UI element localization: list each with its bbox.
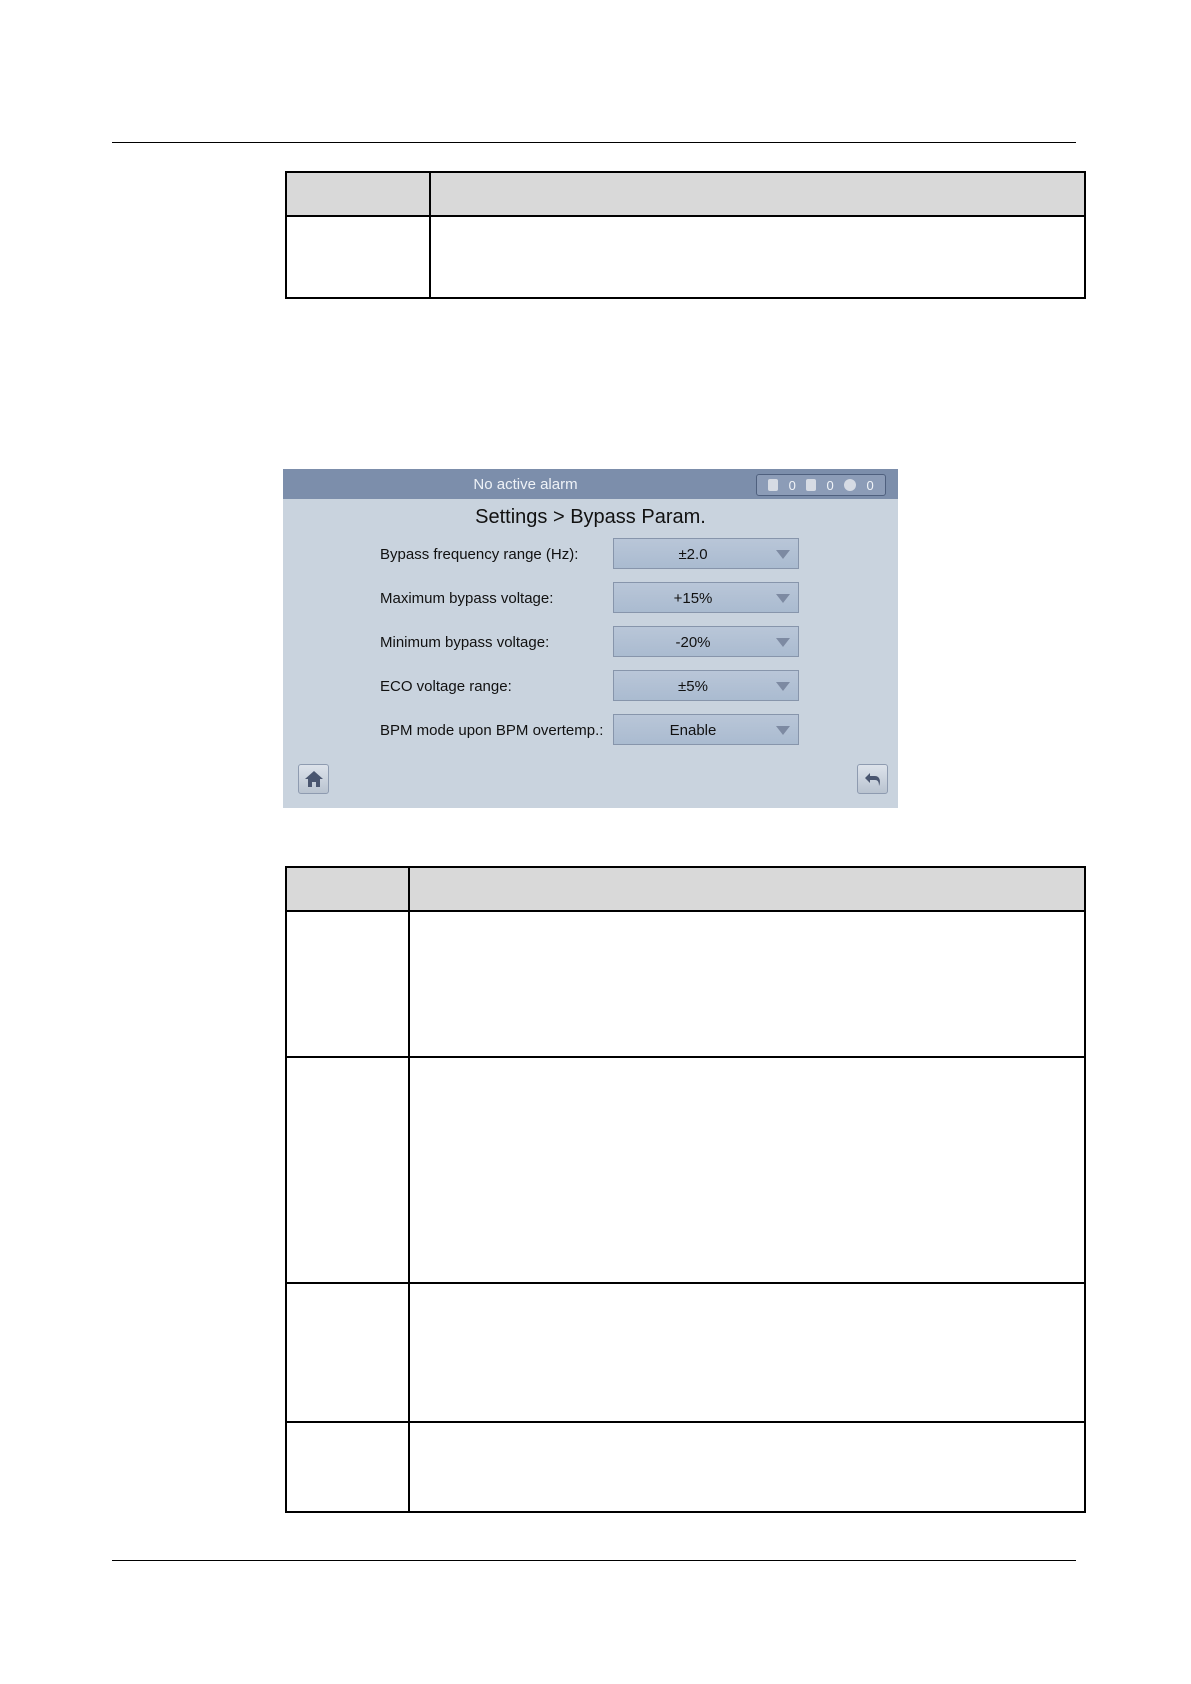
table-header-row (286, 172, 1085, 216)
power-icon (844, 479, 856, 491)
thermometer-icon (768, 479, 778, 491)
header-rule (112, 142, 1076, 143)
back-button[interactable] (857, 764, 888, 794)
setting-label: Minimum bypass voltage: (380, 634, 550, 651)
dropdown-value: -20% (675, 634, 711, 651)
home-icon (304, 770, 324, 788)
table-row (286, 911, 1085, 1057)
table-row (286, 216, 1085, 298)
footer-rule (112, 1560, 1076, 1561)
setting-label: ECO voltage range: (380, 678, 512, 695)
table-row (286, 1057, 1085, 1283)
bypass-param-screen (283, 469, 898, 808)
table-header-row (286, 867, 1085, 911)
counter-value: 0 (788, 477, 796, 493)
bottom-table (285, 866, 1086, 1513)
counter-value: 0 (866, 477, 874, 493)
battery-icon (806, 479, 816, 491)
min-bypass-voltage-dropdown[interactable] (613, 626, 799, 657)
max-bypass-voltage-dropdown[interactable] (613, 582, 799, 613)
eco-voltage-range-dropdown[interactable] (613, 670, 799, 701)
dropdown-value: +15% (673, 590, 713, 607)
table-row (286, 1283, 1085, 1422)
status-bar (283, 469, 898, 499)
chevron-down-icon (776, 682, 790, 691)
dropdown-value: Enable (669, 722, 717, 739)
chevron-down-icon (776, 638, 790, 647)
chevron-down-icon (776, 550, 790, 559)
bpm-mode-dropdown[interactable] (613, 714, 799, 745)
setting-label: Bypass frequency range (Hz): (380, 546, 579, 563)
setting-label: BPM mode upon BPM overtemp.: (380, 722, 604, 739)
back-arrow-icon (863, 770, 883, 788)
bypass-frequency-dropdown[interactable] (613, 538, 799, 569)
dropdown-value: ±5% (678, 678, 708, 695)
home-button[interactable] (298, 764, 329, 794)
top-table (285, 171, 1086, 299)
dropdown-value: ±2.0 (678, 546, 708, 563)
page-title: Settings > Bypass Param. (475, 506, 706, 528)
alarm-status-text: No active alarm (473, 476, 578, 493)
table-row (286, 1422, 1085, 1512)
alarm-counters[interactable] (756, 474, 886, 496)
chevron-down-icon (776, 726, 790, 735)
counter-value: 0 (826, 477, 834, 493)
setting-label: Maximum bypass voltage: (380, 590, 554, 607)
chevron-down-icon (776, 594, 790, 603)
